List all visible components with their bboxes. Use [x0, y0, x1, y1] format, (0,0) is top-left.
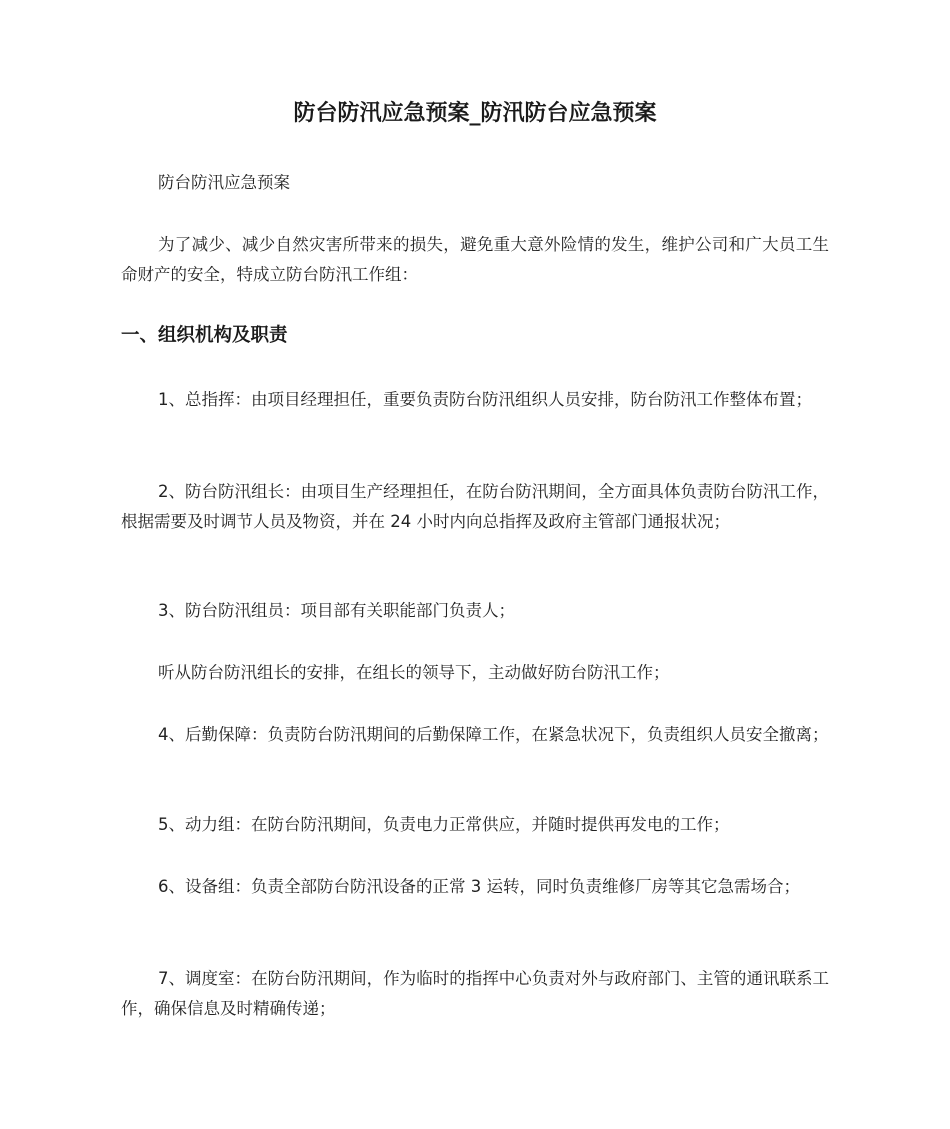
- section-heading: 一、组织机构及职责: [121, 325, 288, 346]
- list-item: 3、防台防汛组员：项目部有关职能部门负责人；: [158, 601, 515, 620]
- list-item: 7、调度室：在防台防汛期间，作为临时的指挥中心负责对外与政府部门、主管的通讯联系工作，确保信息及时精确传递；: [121, 969, 829, 1018]
- list-item: 5、动力组：在防台防汛期间，负责电力正常供应，并随时提供再发电的工作；: [158, 815, 730, 834]
- list-item: 6、设备组：负责全部防台防汛设备的正常 3 运转，同时负责维修厂房等其它急需场合；: [158, 877, 800, 896]
- intro-paragraph: 为了减少、减少自然灾害所带来的损失，避免重大意外险情的发生，维护公司和广大员工生命财产的安全，特成立防台防汛工作组：: [121, 235, 829, 284]
- document-title: 防台防汛应急预案_防汛防台应急预案: [293, 101, 657, 126]
- list-item: 2、防台防汛组长：由项目生产经理担任，在防台防汛期间，全方面具体负责防台防汛工作，根据需要及时调节人员及物资，并在 24 小时内向总指挥及政府主管部门通报状况；: [121, 482, 829, 531]
- document-subtitle: 防台防汛应急预案: [158, 173, 290, 192]
- list-item: 1、总指挥：由项目经理担任，重要负责防台防汛组织人员安排，防台防汛工作整体布置；: [158, 390, 812, 409]
- list-item: 听从防台防汛组长的安排，在组长的领导下，主动做好防台防汛工作；: [158, 663, 670, 682]
- list-item: 4、后勤保障：负责防台防汛期间的后勤保障工作，在紧急状况下，负责组织人员安全撤离；: [158, 725, 829, 744]
